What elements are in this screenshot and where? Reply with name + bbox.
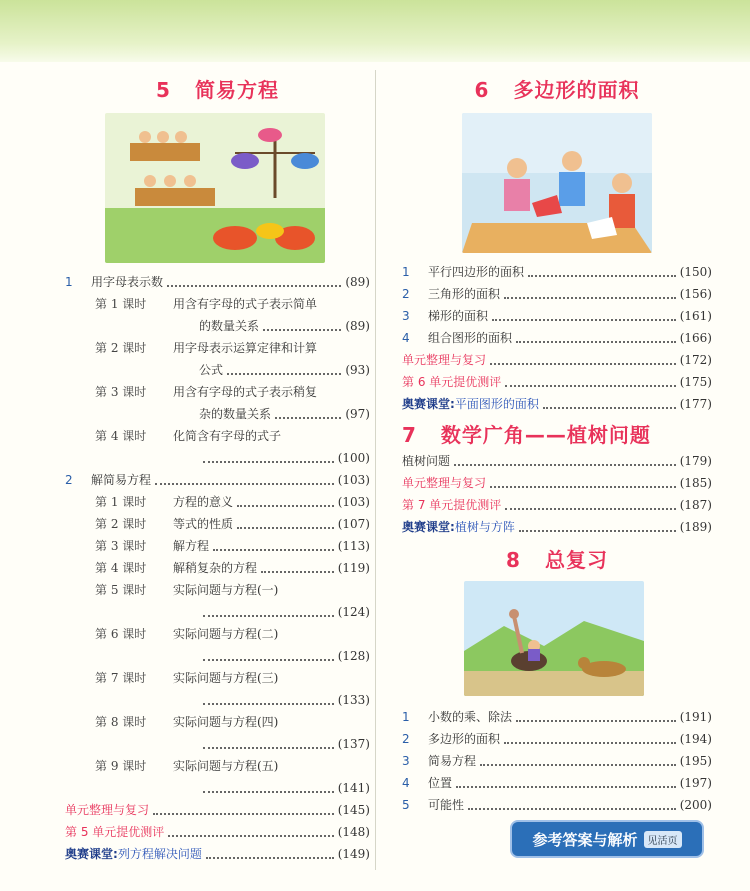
unit5-column bbox=[65, 62, 370, 865]
unit8-number: 8 bbox=[506, 548, 521, 572]
right-column bbox=[402, 62, 712, 816]
lesson-label: 实际问题与方程(四) bbox=[173, 715, 279, 729]
unit6-heading bbox=[402, 74, 712, 103]
page-number: (185) bbox=[679, 476, 712, 490]
section-number: 1 bbox=[402, 710, 410, 724]
answers-badge-tag: 见活页 bbox=[644, 831, 682, 848]
review-label: 单元整理与复习 bbox=[402, 353, 487, 367]
review-label: 单元整理与复习 bbox=[402, 476, 487, 490]
unit5-number: 5 bbox=[156, 78, 171, 102]
section-label: 多边形的面积 bbox=[428, 732, 501, 746]
toc-lesson[interactable] bbox=[65, 491, 370, 513]
page-number: (124) bbox=[337, 605, 370, 619]
section-number: 4 bbox=[402, 331, 410, 345]
page-number: (148) bbox=[337, 825, 370, 839]
lesson-number: 第 6 课时 bbox=[95, 627, 147, 641]
toc-olympiad[interactable] bbox=[402, 516, 712, 538]
section-number: 3 bbox=[402, 309, 410, 323]
section-number: 2 bbox=[65, 473, 73, 487]
lesson-label: 实际问题与方程(一) bbox=[173, 583, 279, 597]
olympiad-label: 植树与方阵 bbox=[454, 520, 515, 534]
page-number: (197) bbox=[679, 776, 712, 790]
page-number: (166) bbox=[679, 331, 712, 345]
unit7-title: 数学广角——植树问题 bbox=[440, 423, 651, 447]
toc-section[interactable] bbox=[65, 469, 370, 491]
olympiad-prefix: 奥赛课堂: bbox=[402, 397, 455, 411]
page-number: (145) bbox=[337, 803, 370, 817]
page-number: (93) bbox=[345, 363, 370, 377]
lesson-number: 第 3 课时 bbox=[95, 539, 147, 553]
section-number: 1 bbox=[65, 275, 73, 289]
page-number: (141) bbox=[337, 781, 370, 795]
toc-lesson[interactable] bbox=[65, 711, 370, 733]
review-label: 单元整理与复习 bbox=[65, 803, 150, 817]
olympiad-prefix: 奥赛课堂: bbox=[402, 520, 455, 534]
page-number: (195) bbox=[679, 754, 712, 768]
lesson-number: 第 4 课时 bbox=[95, 561, 147, 575]
page-number: (107) bbox=[337, 517, 370, 531]
page-number: (100) bbox=[337, 451, 370, 465]
unit5-toc bbox=[65, 271, 370, 865]
unit7-toc bbox=[402, 450, 712, 538]
lesson-label-cont: 公式 bbox=[199, 363, 224, 377]
toc-review[interactable] bbox=[65, 799, 370, 821]
toc-lesson[interactable] bbox=[65, 513, 370, 535]
unit8-heading bbox=[402, 544, 712, 573]
page-number: (200) bbox=[679, 798, 712, 812]
toc-review[interactable] bbox=[402, 472, 712, 494]
page-number: (187) bbox=[679, 498, 712, 512]
lesson-number: 第 2 课时 bbox=[95, 341, 147, 355]
toc-test[interactable] bbox=[402, 371, 712, 393]
olympiad-label: 平面图形的面积 bbox=[454, 397, 539, 411]
unit7-heading bbox=[402, 419, 712, 448]
toc-section[interactable] bbox=[402, 728, 712, 750]
page-number: (128) bbox=[337, 649, 370, 663]
toc-lesson-cont[interactable] bbox=[65, 601, 370, 623]
olympiad-prefix: 奥赛课堂: bbox=[65, 847, 118, 861]
toc-lesson[interactable] bbox=[65, 557, 370, 579]
section-label: 位置 bbox=[428, 776, 453, 790]
toc-lesson-cont[interactable] bbox=[65, 733, 370, 755]
lesson-number: 第 2 课时 bbox=[95, 517, 147, 531]
page-number: (103) bbox=[337, 473, 370, 487]
answers-badge-label: 参考答案与解析 bbox=[532, 830, 638, 849]
lesson-number: 第 1 课时 bbox=[95, 495, 147, 509]
lesson-label: 化简含有字母的式子 bbox=[173, 429, 282, 443]
toc-lesson[interactable] bbox=[65, 381, 370, 403]
toc-lesson[interactable] bbox=[65, 293, 370, 315]
toc-lesson[interactable] bbox=[65, 425, 370, 447]
lesson-label: 用含有字母的式子表示稍复 bbox=[173, 385, 318, 399]
page-number: (189) bbox=[679, 520, 712, 534]
page-number: (133) bbox=[337, 693, 370, 707]
section-number: 1 bbox=[402, 265, 410, 279]
unit5-illustration bbox=[105, 113, 325, 263]
toc-section[interactable] bbox=[402, 261, 712, 283]
lesson-number: 第 4 课时 bbox=[95, 429, 147, 443]
test-label: 第 7 单元提优测评 bbox=[402, 498, 502, 512]
lesson-label: 解方程 bbox=[173, 539, 210, 553]
toc-lesson-cont[interactable] bbox=[65, 315, 370, 337]
unit5-heading bbox=[65, 74, 370, 103]
page-number: (156) bbox=[679, 287, 712, 301]
toc-lesson[interactable] bbox=[65, 535, 370, 557]
lesson-label: 实际问题与方程(二) bbox=[173, 627, 279, 641]
lesson-label: 解稍复杂的方程 bbox=[173, 561, 258, 575]
toc-test[interactable] bbox=[65, 821, 370, 843]
page-number: (113) bbox=[337, 539, 370, 553]
section-number: 3 bbox=[402, 754, 410, 768]
toc-section[interactable] bbox=[402, 305, 712, 327]
toc-olympiad[interactable] bbox=[65, 843, 370, 865]
toc-section[interactable] bbox=[402, 794, 712, 816]
toc-section[interactable] bbox=[402, 327, 712, 349]
section-number: 2 bbox=[402, 287, 410, 301]
unit6-number: 6 bbox=[474, 78, 490, 102]
toc-lesson[interactable] bbox=[65, 755, 370, 777]
section-number: 4 bbox=[402, 776, 410, 790]
toc-olympiad[interactable] bbox=[402, 393, 712, 415]
lesson-label: 等式的性质 bbox=[173, 517, 234, 531]
toc-section[interactable] bbox=[402, 750, 712, 772]
lesson-label: 实际问题与方程(三) bbox=[173, 671, 279, 685]
lesson-number: 第 7 课时 bbox=[95, 671, 147, 685]
page-number: (172) bbox=[679, 353, 712, 367]
lesson-label: 用字母表示运算定律和计算 bbox=[173, 341, 318, 355]
top-banner bbox=[0, 0, 750, 62]
unit5-title: 简易方程 bbox=[194, 78, 279, 102]
lesson-number: 第 1 课时 bbox=[95, 297, 147, 311]
section-label: 解简易方程 bbox=[91, 473, 152, 487]
lesson-number: 第 3 课时 bbox=[95, 385, 147, 399]
toc-lesson-cont[interactable] bbox=[65, 403, 370, 425]
toc-section[interactable] bbox=[402, 772, 712, 794]
test-label: 第 5 单元提优测评 bbox=[65, 825, 165, 839]
section-label: 三角形的面积 bbox=[428, 287, 501, 301]
lesson-label-cont: 杂的数量关系 bbox=[199, 407, 272, 421]
toc-lesson[interactable] bbox=[65, 337, 370, 359]
lesson-label: 方程的意义 bbox=[173, 495, 234, 509]
lesson-label-cont: 的数量关系 bbox=[199, 319, 260, 333]
section-label: 用字母表示数 bbox=[91, 275, 164, 289]
page-number: (175) bbox=[679, 375, 712, 389]
toc-lesson[interactable] bbox=[65, 667, 370, 689]
column-divider bbox=[375, 70, 376, 870]
page-number: (161) bbox=[679, 309, 712, 323]
toc-lesson-cont[interactable] bbox=[65, 447, 370, 469]
page-number: (179) bbox=[679, 454, 712, 468]
toc-lesson[interactable] bbox=[65, 623, 370, 645]
page-number: (97) bbox=[345, 407, 370, 421]
page-number: (103) bbox=[337, 495, 370, 509]
toc-lesson-cont[interactable] bbox=[65, 359, 370, 381]
lesson-label: 实际问题与方程(五) bbox=[173, 759, 279, 773]
page-number: (89) bbox=[345, 319, 370, 333]
page-number: (194) bbox=[679, 732, 712, 746]
page-number: (119) bbox=[337, 561, 370, 575]
toc-lesson-cont[interactable] bbox=[65, 645, 370, 667]
toc-section[interactable] bbox=[65, 271, 370, 293]
page-number: (89) bbox=[345, 275, 370, 289]
toc-review[interactable] bbox=[402, 349, 712, 371]
toc-lesson-cont[interactable] bbox=[65, 689, 370, 711]
test-label: 第 6 单元提优测评 bbox=[402, 375, 502, 389]
unit8-illustration bbox=[464, 581, 644, 696]
page-number: (150) bbox=[679, 265, 712, 279]
section-label: 小数的乘、除法 bbox=[428, 710, 513, 724]
toc-lesson[interactable] bbox=[65, 579, 370, 601]
section-number: 5 bbox=[402, 798, 410, 812]
item-label: 植树问题 bbox=[402, 454, 451, 468]
page-number: (177) bbox=[679, 397, 712, 411]
lesson-number: 第 9 课时 bbox=[95, 759, 147, 773]
lesson-label: 用含有字母的式子表示简单 bbox=[173, 297, 318, 311]
unit8-toc bbox=[402, 706, 712, 816]
section-label: 组合图形的面积 bbox=[428, 331, 513, 345]
page-number: (149) bbox=[337, 847, 370, 861]
answers-badge[interactable] bbox=[510, 820, 704, 858]
lesson-number: 第 5 课时 bbox=[95, 583, 147, 597]
unit8-title: 总复习 bbox=[544, 548, 608, 572]
unit6-title: 多边形的面积 bbox=[513, 78, 640, 102]
toc-section[interactable] bbox=[402, 283, 712, 305]
section-label: 简易方程 bbox=[428, 754, 477, 768]
toc-lesson-cont[interactable] bbox=[65, 777, 370, 799]
page-number: (137) bbox=[337, 737, 370, 751]
unit6-toc bbox=[402, 261, 712, 415]
toc-test[interactable] bbox=[402, 494, 712, 516]
unit7-number: 7 bbox=[402, 423, 417, 447]
section-number: 2 bbox=[402, 732, 410, 746]
olympiad-label: 列方程解决问题 bbox=[117, 847, 202, 861]
section-label: 可能性 bbox=[428, 798, 465, 812]
section-label: 平行四边形的面积 bbox=[428, 265, 525, 279]
section-label: 梯形的面积 bbox=[428, 309, 489, 323]
unit6-illustration bbox=[462, 113, 652, 253]
toc-section[interactable] bbox=[402, 706, 712, 728]
toc-item[interactable] bbox=[402, 450, 712, 472]
lesson-number: 第 8 课时 bbox=[95, 715, 147, 729]
page-number: (191) bbox=[679, 710, 712, 724]
